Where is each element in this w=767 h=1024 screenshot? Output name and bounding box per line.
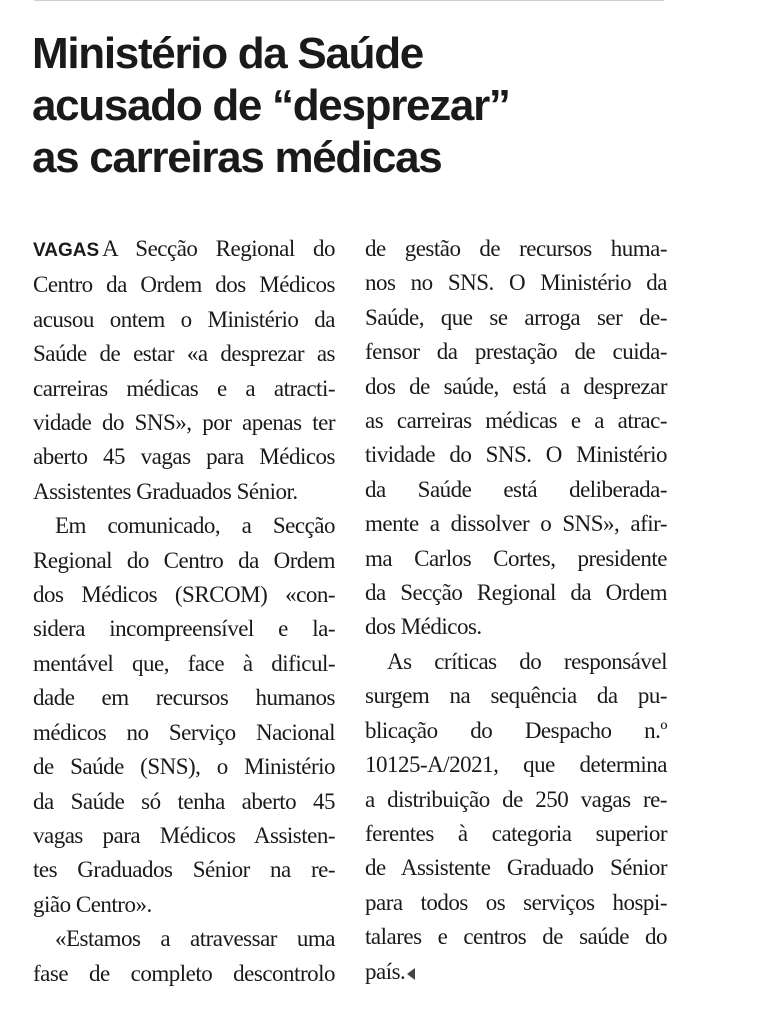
article-column-left [33,232,335,991]
paragraph-3 [33,922,335,991]
text-line: a distribuição de 250 vagas re- [365,786,667,812]
text-line: 10125-A/2021, que determina [365,752,667,778]
text-line: ferentes à categoria superior [365,820,667,846]
text-line: de Assistente Graduado Sénior [365,855,667,881]
text-line: da Saúde só tenha aberto 45 [33,788,335,814]
text-line: de Saúde (SNS), o Ministério [33,754,335,780]
headline-line: acusado de “desprezar” [32,81,510,130]
text-line: tividade do SNS. O Ministério [365,442,667,468]
paragraph-3-continued [365,232,667,645]
text-line: Centro da Ordem dos Médicos [33,272,335,298]
paragraph-4 [365,645,667,989]
text-line: Saúde, que se arroga ser de- [365,304,667,330]
top-rule [34,0,664,1]
text-line: talares e centros de saúde do [365,924,667,950]
article-column-right [365,232,667,989]
kicker: VAGAS [33,240,100,261]
text-line: Assistentes Graduados Sénior. [33,478,298,504]
text-line: carreiras médicas e a atracti- [33,375,335,401]
text-line: médicos no Serviço Nacional [33,719,335,745]
text-line: Regional do Centro da Ordem [33,547,335,573]
text-line: gião Centro». [33,891,152,917]
text-line: «Estamos a atravessar uma [55,926,335,952]
headline-line: as carreiras médicas [32,133,442,182]
text-line: mente a dissolver o SNS», afir- [365,511,667,537]
text-line: as carreiras médicas e a atrac- [365,408,667,434]
text-line: surgem na sequência da pu- [365,683,667,709]
text-line: país. [365,958,406,984]
text-line: de gestão de recursos huma- [365,236,667,261]
text-line: sidera incompreensível e la- [33,616,335,642]
text-line: fensor da prestação de cuida- [365,339,667,365]
headline [32,28,672,184]
text-line: fase de completo descontrolo [33,960,335,986]
text-line: acusou ontem o Ministério da [33,306,335,332]
text-line: A Secção Regional do [102,236,335,261]
text-line: dos de saúde, está a desprezar [365,373,667,399]
paragraph-1 [33,232,335,509]
text-line: As críticas do responsável [387,648,667,674]
text-line: blicação do Despacho n.º [365,717,667,743]
text-line: dos Médicos (SRCOM) «con- [33,582,335,608]
end-of-article-icon [407,968,415,980]
text-line: da Secção Regional da Ordem [365,580,667,606]
text-line: vagas para Médicos Assisten- [33,822,335,848]
text-line: dade em recursos humanos [33,685,335,711]
text-line: Saúde de estar «a desprezar as [33,341,335,367]
text-line: ma Carlos Cortes, presidente [365,545,667,571]
text-line: nos no SNS. O Ministério da [365,270,667,296]
text-line: Em comunicado, a Secção [55,513,335,539]
text-line: aberto 45 vagas para Médicos [33,444,335,470]
text-line: vidade do SNS», por apenas ter [33,410,335,436]
paragraph-2 [33,509,335,922]
text-line: para todos os serviços hospi- [365,889,667,915]
headline-line: Ministério da Saúde [32,29,423,78]
text-line: mentável que, face à dificul- [33,650,335,676]
text-line: dos Médicos. [365,614,482,640]
text-line: da Saúde está deliberada- [365,476,667,502]
text-line: tes Graduados Sénior na re- [33,857,335,883]
